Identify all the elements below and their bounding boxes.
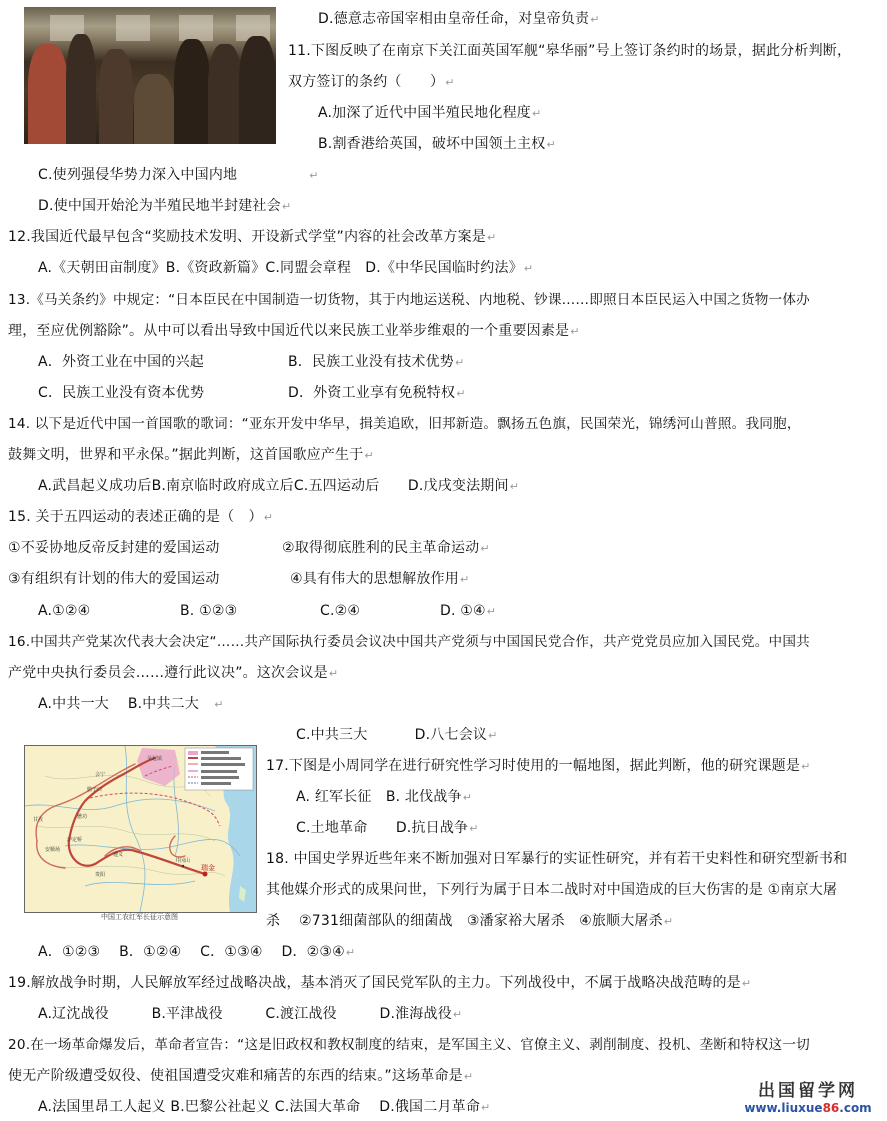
svg-text:懋功: 懋功 [77,814,88,820]
paragraph-mark-icon: ↵ [364,449,374,462]
line-text: A．①②③ B．①②④ C．①③④ D．②③④ [38,944,345,960]
question-15-stem [8,508,273,526]
paragraph-mark-icon: ↵ [523,262,534,275]
question-14-stem [8,446,374,464]
paragraph-mark-icon: ↵ [455,356,465,369]
question-13-stem [8,322,580,340]
watermark-title: 出国留学网 [758,1081,858,1101]
line-text: A.辽沈战役 B.平津战役 C.渡江战役 D.淮海战役 [38,1006,452,1022]
paragraph-mark-icon: ↵ [486,605,497,618]
line-text: B.割香港给英国，破坏中国领土主权 [318,136,546,152]
map-graphic [25,746,256,912]
question-11-stem [288,73,455,91]
paragraph-mark-icon: ↵ [663,915,674,928]
line-text: 14. 以下是近代中国一首国歌的歌词：“亚东开发中华早，揖美追欧，旧邦新造。飘扬五色旗，民国荣光，锦绣河山普照。我同胞， [8,416,801,432]
line-text: ①不妥协地反帝反封建的爱国运动 [8,540,220,556]
question-14-stem [8,415,801,433]
paragraph-mark-icon: ↵ [445,76,455,89]
line-text: 鼓舞文明，世界和平永保。”据此判断，这首国歌应产生于 [8,447,364,463]
paragraph-mark-icon: ↵ [462,791,473,804]
option-q11-a [318,104,541,122]
options-q12 [38,259,533,277]
line-text: D. ①④ [440,603,486,619]
line-text: A．外资工业在中国的兴起 [38,354,204,370]
svg-text:瑞金: 瑞金 [201,864,215,872]
line-text: ②取得彻底胜利的民主革命运动 [282,540,480,556]
line-text: 18. 中国史学界近些年来不断加强对日军暴行的实证性研究，并有若干史料性和研究型新书和 [266,851,848,867]
line-text: C.土地革命 D.抗日战争 [296,820,469,836]
question-18-stem [266,850,847,868]
option-q11-c [38,166,319,184]
line-text: 杀 ②731细菌部队的细菌战 ③潘家裕大屠杀 ④旅顺大屠杀 [266,913,663,929]
watermark-url-prefix: www.liuxue [744,1101,823,1115]
question-18-stem [266,912,673,930]
line-text: A.①②④ [38,603,91,619]
line-text: 理，至应优例豁除”。从中可以看出导致中国近代以来民族工业举步维艰的一个重要因素是 [8,323,570,339]
line-text: A. 红军长征 B. 北伐战争 [296,789,462,805]
watermark-url-accent: 86 [822,1101,840,1115]
option-q13-d [288,384,466,402]
paragraph-mark-icon: ↵ [328,667,339,680]
paragraph-mark-icon: ↵ [531,107,542,120]
option-q15-b [180,602,237,620]
watermark-url-suffix: .com [839,1101,872,1115]
question-20-stem [8,1036,810,1054]
painting-window [179,15,213,41]
statement-q15-4 [290,570,469,588]
painting-figure [208,44,242,144]
line-text: 产党中央执行委员会……遵行此议决”。这次会议是 [8,665,328,681]
line-text: 19.解放战争时期，人民解放军经过战略决战，基本消灭了国民党军队的主力。下列战役中，不属于战略决战范畴的是 [8,975,741,991]
svg-text:甘孜: 甘孜 [33,817,44,823]
question-16-stem [8,633,810,651]
watermark-url [733,1101,883,1115]
options-q16-cd [296,726,498,744]
options-q19 [38,1005,462,1023]
line-text: C.②④ [320,603,361,619]
map-caption: 中国工农红军长征示意图 [101,913,178,921]
option-q15-d [440,602,496,620]
svg-text:会宁: 会宁 [95,772,106,778]
svg-text:井冈山: 井冈山 [175,858,191,864]
svg-text:泸定桥: 泸定桥 [67,837,83,843]
options-q20 [38,1098,490,1116]
statement-q15-1 [8,539,220,557]
line-text: 双方签订的条约（ ） [288,74,445,90]
paragraph-mark-icon: ↵ [345,946,356,959]
line-text: D.德意志帝国宰相由皇帝任命，对皇帝负责 [318,11,590,27]
painting-figure [66,34,96,144]
paragraph-mark-icon: ↵ [801,760,811,773]
line-text: A.法国里昂工人起义 B.巴黎公社起义 C.法国大革命 D.俄国二月革命 [38,1099,481,1115]
line-text: D.使中国开始沦为半殖民地半封建社会 [38,198,281,214]
treaty-signing-painting [24,7,276,144]
paragraph-mark-icon: ↵ [456,387,466,400]
paragraph-mark-icon: ↵ [309,169,319,182]
question-13-stem [8,291,810,309]
painting-window [116,15,150,41]
option-q11-b [318,135,556,153]
line-text: C．民族工业没有资本优势 [38,385,205,401]
option-q10-d [318,10,600,28]
question-11-stem [288,42,851,60]
options-q16-ab [38,695,224,713]
line-text: B．民族工业没有技术优势 [288,354,455,370]
question-17-stem [266,757,810,775]
paragraph-mark-icon: ↵ [546,138,556,151]
option-q13-a [38,353,204,371]
line-text: 16.中国共产党某次代表大会决定“……共产国际执行委员会议决中国共产党须与中国国民党合作，共产党党员应加入国民党。中国共 [8,634,810,650]
line-text: 20.在一场革命爆发后，革命者宣告：“这是旧政权和教权制度的结束，是军国主义、官僚主义、剥削制度、投机、垄断和特权这一切 [8,1037,810,1053]
paragraph-mark-icon: ↵ [281,200,292,213]
svg-text:腊子口: 腊子口 [87,787,103,793]
paragraph-mark-icon: ↵ [488,729,498,742]
paragraph-mark-icon: ↵ [486,231,497,244]
options-q18 [38,943,355,961]
option-q11-d [38,197,291,215]
paragraph-mark-icon: ↵ [214,698,224,711]
line-text: 使无产阶级遭受奴役、使祖国遭受灾难和痛苦的东西的结束。”这场革命是 [8,1068,463,1084]
line-text: ④具有伟大的思想解放作用 [290,571,459,587]
painting-figure [28,44,68,144]
painting-figure [174,39,210,144]
line-text: A.武昌起义成功后B.南京临时政府成立后C.五四运动后 D.戊戌变法期间 [38,478,509,494]
line-text: A.加深了近代中国半殖民地化程度 [318,105,531,121]
line-text: C.使列强侵华势力深入中国内地 [38,167,309,183]
painting-figure [134,74,174,144]
paragraph-mark-icon: ↵ [463,1070,474,1083]
paragraph-mark-icon: ↵ [509,480,520,493]
options-q14 [38,477,519,495]
question-19-stem [8,974,751,992]
option-q15-a [38,602,90,620]
line-text: A.《天朝田亩制度》B.《资政新篇》C.同盟会章程 D.《中华民国临时约法》 [38,260,523,276]
line-text: C.中共三大 D.八七会议 [296,727,488,743]
painting-figure [239,36,276,144]
options-q17-cd [296,819,479,837]
site-watermark [733,1082,883,1115]
paragraph-mark-icon: ↵ [481,1101,491,1114]
line-text: 13.《马关条约》中规定：“日本臣民在中国制造一切货物，其于内地运送税、内地税、钞课……即照日本臣民运入中国之货物一体办 [8,292,810,308]
paragraph-mark-icon: ↵ [570,325,580,338]
option-q13-c [38,384,204,402]
statement-q15-3 [8,570,220,588]
question-18-stem [266,881,837,899]
question-20-stem [8,1067,473,1085]
option-q13-b [288,353,464,371]
paragraph-mark-icon: ↵ [263,511,274,524]
line-text: 其他媒介形式的成果问世，下列行为属于日本二战时对中国造成的巨大伤害的是 ①南京大屠 [266,882,838,898]
question-12-stem [8,228,496,246]
paragraph-mark-icon: ↵ [469,822,479,835]
statement-q15-2 [282,539,490,557]
line-text: 15. 关于五四运动的表述正确的是（ ） [8,509,263,525]
line-text: B. ①②③ [180,603,238,619]
line-text: D．外资工业享有免税特权 [288,385,456,401]
svg-text:贵阳: 贵阳 [95,872,106,878]
paragraph-mark-icon: ↵ [480,542,490,555]
paragraph-mark-icon: ↵ [590,13,600,26]
svg-text:安顺场: 安顺场 [45,847,61,853]
option-q15-c [320,602,360,620]
line-text: A.中共一大 B.中共二大 [38,696,214,712]
options-q17-ab [296,788,472,806]
long-march-map [24,745,257,913]
svg-text:遵义: 遵义 [113,852,124,858]
painting-figure [99,49,133,144]
svg-text:吴起镇: 吴起镇 [147,756,163,762]
line-text: ③有组织有计划的伟大的爱国运动 [8,571,220,587]
paragraph-mark-icon: ↵ [459,573,470,586]
paragraph-mark-icon: ↵ [741,977,752,990]
line-text: 12.我国近代最早包含“奖励技术发明、开设新式学堂”内容的社会改革方案是 [8,229,486,245]
question-16-stem [8,664,338,682]
line-text: 17.下图是小周同学在进行研究性学习时使用的一幅地图，据此判断，他的研究课题是 [266,758,801,774]
line-text: 11.下图反映了在南京下关江面英国军舰“皋华丽”号上签订条约时的场景，据此分析判断， [288,43,852,59]
paragraph-mark-icon: ↵ [452,1008,463,1021]
